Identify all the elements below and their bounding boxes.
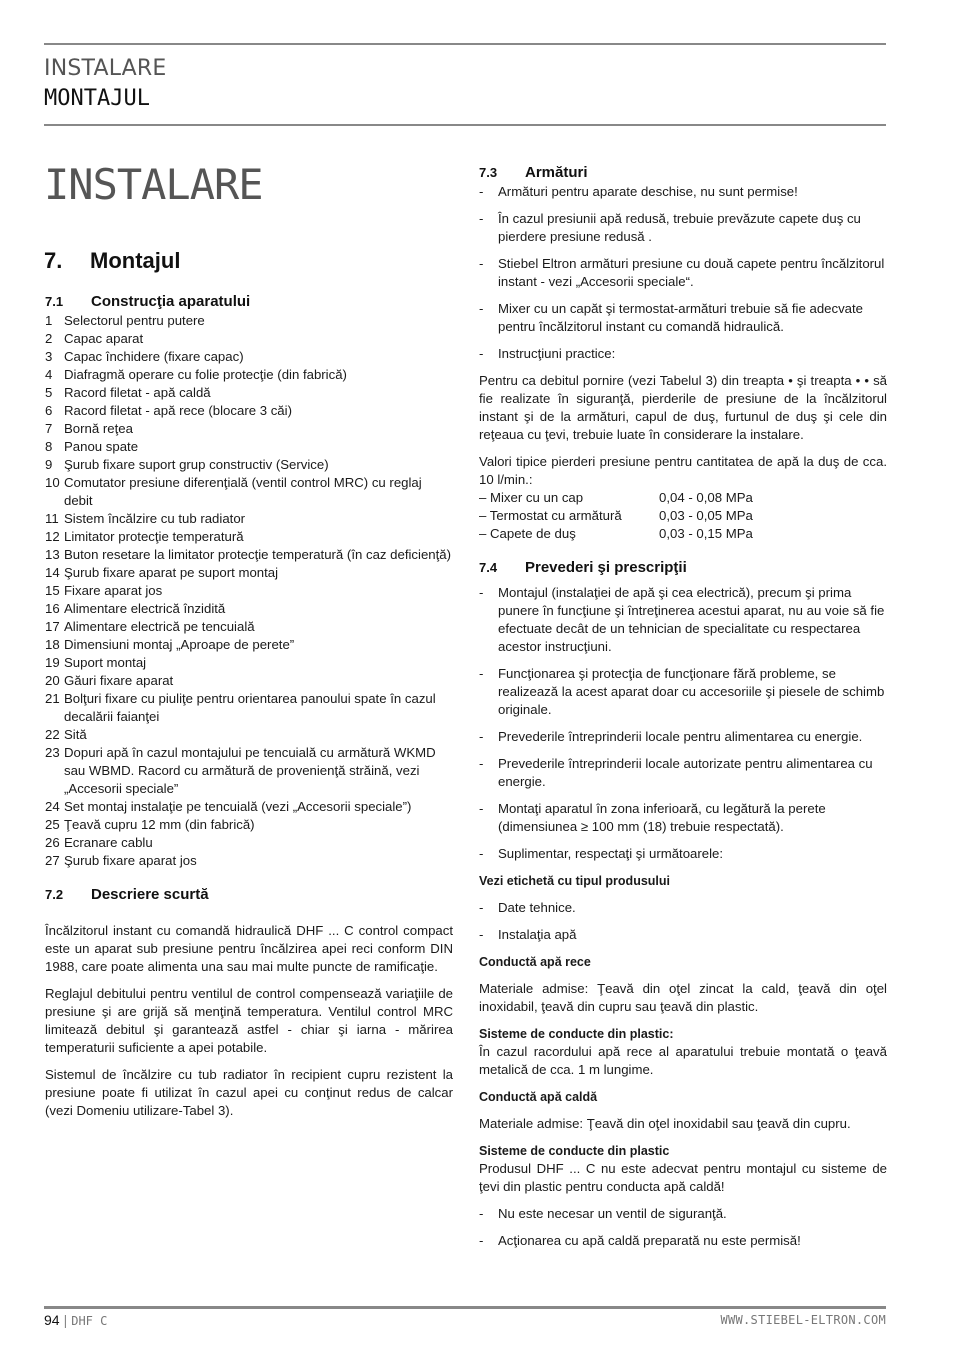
item-number: 25 xyxy=(45,817,60,832)
pressure-loss-table xyxy=(479,489,887,543)
section-number: 7.4 xyxy=(479,560,498,575)
section-7-2-heading xyxy=(45,885,453,905)
parts-list-item xyxy=(45,366,453,384)
parts-list-item xyxy=(45,312,453,330)
footer-separator: | xyxy=(63,1312,68,1328)
item-number: 18 xyxy=(45,637,60,652)
item-text: Găuri fixare aparat xyxy=(64,673,174,688)
parts-list-item xyxy=(45,600,453,618)
subheading: Sisteme de conducte din plastic: xyxy=(479,1027,674,1041)
parts-list-item xyxy=(45,330,453,348)
item-number: 20 xyxy=(45,673,60,688)
item-text: Alimentare electrică pe tencuială xyxy=(64,619,255,634)
pressure-loss-value: 0,04 - 0,08 MPa xyxy=(659,490,753,505)
subheading: Sisteme de conducte din plastic xyxy=(479,1144,670,1158)
bullet-item: - Funcţionarea şi protecţia de funcţionare fără probleme, se realizează la acest aparat doar cu accesoriile şi piesele de schimb originale. xyxy=(479,666,885,717)
item-number: 17 xyxy=(45,619,60,634)
parts-list-item xyxy=(45,438,453,456)
header-subsection: MONTAJUL xyxy=(44,86,150,111)
parts-list xyxy=(45,312,453,870)
item-number: 1 xyxy=(45,313,53,328)
item-number: 10 xyxy=(45,475,60,490)
item-text: Sistem încălzire cu tub radiator xyxy=(64,511,246,526)
item-number: 14 xyxy=(45,565,60,580)
section-7-4-heading xyxy=(479,558,887,578)
section-number: 7.3 xyxy=(479,165,498,180)
bullet-item: - Nu este necesar un ventil de siguranţă. xyxy=(479,1206,727,1221)
item-number: 6 xyxy=(45,403,53,418)
item-text: Ecranare cablu xyxy=(64,835,153,850)
parts-list-item xyxy=(45,726,453,744)
item-text: Sită xyxy=(64,727,87,742)
bullet-item: - Mixer cu un capăt şi termostat-armături trebuie să fie adecvate pentru încălzitorul instant cu comandă hidraulică. xyxy=(479,301,864,334)
bullet-item: - În cazul presiunii apă redusă, trebuie prevăzute capete duş cu pierdere presiune redusă . xyxy=(479,211,861,244)
description-paragraph: Reglajul debitului pentru ventilul de control compensează variaţiile de presiune şi are grijă să menţină temperatura. Ventilul control MRC limitează debitul şi garantează astfel - chiar şi iarna - mărirea temperaturii suficiente a apei potabile. xyxy=(45,986,453,1055)
description-paragraph: Încălzitorul instant cu comandă hidraulică DHF ... C control compact este un aparat sub presiune pentru încălzirea apei reci conform DIN 1988, care poate alimenta una sau mai multe puncte de ramificaţie. xyxy=(45,923,453,974)
plastic-pipe-paragraph: În cazul racordului apă rece al aparatului trebuie montată o ţeavă metalică de cca. 1 m lungime. xyxy=(479,1044,887,1077)
header-rule xyxy=(44,124,886,126)
pressure-loss-value: 0,03 - 0,15 MPa xyxy=(659,526,753,541)
item-number: 19 xyxy=(45,655,60,670)
parts-list-item xyxy=(45,816,453,834)
bullet-item: - Date tehnice. xyxy=(479,900,576,915)
parts-list-item xyxy=(45,834,453,852)
item-text: Buton resetare la limitator protecţie temperatură (în caz deficienţă) xyxy=(64,547,452,562)
item-text: Comutator presiune diferenţială (ventil control MRC) cu reglaj debit xyxy=(64,475,422,508)
item-text: Capac aparat xyxy=(64,331,144,346)
item-number: 15 xyxy=(45,583,60,598)
page-number: 94 xyxy=(44,1312,60,1328)
item-text: Bolţuri fixare cu piuliţe pentru orientarea panoului spate în cazul decalării faianţei xyxy=(64,691,436,724)
section-title: Prevederi şi prescripţii xyxy=(525,559,687,576)
footer-left xyxy=(44,1312,107,1328)
website-url: WWW.STIEBEL-ELTRON.COM xyxy=(720,1313,886,1327)
bullet-item: - Prevederile întreprinderii locale pentru alimentarea cu energie. xyxy=(479,729,863,744)
chapter-heading xyxy=(44,248,180,274)
pressure-loss-row xyxy=(479,507,887,525)
document-code: DHF C xyxy=(71,1314,108,1328)
item-number: 4 xyxy=(45,367,53,382)
parts-list-item xyxy=(45,456,453,474)
item-text: Racord filetat - apă rece (blocare 3 căi) xyxy=(64,403,292,418)
hot-water-paragraph: Materiale admise: Ţeavă din oţel inoxidabil sau ţeavă din cupru. xyxy=(479,1116,851,1131)
item-text: Alimentare electrică înzidită xyxy=(64,601,226,616)
section-title: Armături xyxy=(525,164,588,181)
fitting-name: – Termostat cu armătură xyxy=(479,508,622,523)
item-text: Racord filetat - apă caldă xyxy=(64,385,211,400)
item-number: 3 xyxy=(45,349,53,364)
item-text: Selectorul pentru putere xyxy=(64,313,205,328)
item-text: Set montaj instalaţie pe tencuială (vezi „Accesorii speciale”) xyxy=(64,799,412,814)
parts-list-item xyxy=(45,654,453,672)
item-text: Capac închidere (fixare capac) xyxy=(64,349,244,364)
bullet-item: - Prevederile întreprinderii locale autorizate pentru alimentarea cu energie. xyxy=(479,756,873,789)
section-7-1-heading xyxy=(45,292,453,312)
item-number: 27 xyxy=(45,853,60,868)
bullet-item: - Acţionarea cu apă caldă preparată nu este permisă! xyxy=(479,1233,801,1248)
parts-list-item xyxy=(45,528,453,546)
item-text: Dimensiuni montaj „Aproape de perete” xyxy=(64,637,295,652)
item-text: Bornă reţea xyxy=(64,421,133,436)
top-rule xyxy=(44,43,886,45)
parts-list-item xyxy=(45,402,453,420)
chapter-number: 7. xyxy=(44,248,63,273)
item-text: Şurub fixare aparat pe suport montaj xyxy=(64,565,279,580)
subheading: Conductă apă rece xyxy=(479,955,591,969)
parts-list-item xyxy=(45,348,453,366)
parts-list-item xyxy=(45,636,453,654)
item-text: Diafragmă operare cu folie protecţie (din fabrică) xyxy=(64,367,347,382)
item-text: Şurub fixare suport grup constructiv (Service) xyxy=(64,457,329,472)
item-number: 12 xyxy=(45,529,60,544)
pressure-loss-row xyxy=(479,489,887,507)
item-number: 24 xyxy=(45,799,60,814)
subheading: Vezi etichetă cu tipul produsului xyxy=(479,874,670,888)
section-title: Construcţia aparatului xyxy=(91,293,251,310)
parts-list-item xyxy=(45,564,453,582)
item-number: 26 xyxy=(45,835,60,850)
item-text: Ţeavă cupru 12 mm (din fabrică) xyxy=(64,817,255,832)
parts-list-item xyxy=(45,546,453,564)
item-number: 9 xyxy=(45,457,53,472)
bullet-item: - Montaţi aparatul în zona inferioară, cu legătură la perete (dimensiunea ≥ 100 mm (18) trebuie respectată). xyxy=(479,801,826,834)
parts-list-item xyxy=(45,510,453,528)
item-number: 7 xyxy=(45,421,53,436)
parts-list-item xyxy=(45,384,453,402)
item-number: 11 xyxy=(45,511,59,526)
item-text: Şurub fixare aparat jos xyxy=(64,853,197,868)
section-number: 7.1 xyxy=(45,294,64,309)
item-number: 22 xyxy=(45,727,60,742)
item-number: 13 xyxy=(45,547,60,562)
fitting-name: – Mixer cu un cap xyxy=(479,490,584,505)
section-7-3-heading xyxy=(479,163,887,183)
pressure-loss-row xyxy=(479,525,887,543)
item-number: 16 xyxy=(45,601,60,616)
item-number: 21 xyxy=(45,691,60,706)
bullet-item: - Instalaţia apă xyxy=(479,927,577,942)
bullet-item: - Stiebel Eltron armături presiune cu două capete pentru încălzitorul instant - vezi „Accesorii speciale“. xyxy=(479,256,885,289)
bullet-item: - Montajul (instalaţiei de apă şi cea electrică), precum şi prima punere în funcţiune şi întreţinerea acestui aparat, nu au voie să fie efectuate decât de un tehnician de specialitate cu respectarea acestor instrucţiuni. xyxy=(479,585,885,654)
parts-list-item xyxy=(45,690,453,726)
fittings-paragraph: Pentru ca debitul pornire (vezi Tabelul 3) din treapta • şi treapta • • să fie realizate în siguranţă, pierderile de presiune de la încălzitorul instant şi de la armături, capul de duş, furtunul de duş şi cele din reţeaua cu ţevi, trebuie luate în considerare la instalare. xyxy=(479,373,887,442)
header-section: INSTALARE xyxy=(44,56,167,81)
description-paragraph: Sistemul de încălzire cu tub radiator în recipient cupru rezistent la presiune poate fi utilizat în cazul apei cu conţinut redus de calcar (vezi Domeniu utilizare-Tabel 3). xyxy=(45,1067,453,1118)
section-title: Descriere scurtă xyxy=(91,886,209,903)
parts-list-item xyxy=(45,798,453,816)
cold-water-paragraph: Materiale admise: Ţeavă din oţel zincat la cald, ţeavă din oţel inoxidabil, ţeavă din cupru sau ţeavă din plastic. xyxy=(479,981,887,1014)
parts-list-item xyxy=(45,420,453,438)
parts-list-item xyxy=(45,474,453,510)
fitting-name: – Capete de duş xyxy=(479,526,576,541)
plastic-pipe-paragraph: Produsul DHF ... C nu este adecvat pentru montajul cu sisteme de ţevi din plastic pentru conducta apă caldă! xyxy=(479,1161,887,1194)
right-column xyxy=(479,163,887,1250)
parts-list-item xyxy=(45,672,453,690)
bullet-item: - Suplimentar, respectaţi şi următoarele: xyxy=(479,846,724,861)
pressure-loss-intro: Valori tipice pierderi presiune pentru cantitatea de apă la duş de cca. 10 l/min.: xyxy=(479,454,887,487)
section-number: 7.2 xyxy=(45,887,64,902)
parts-list-item xyxy=(45,618,453,636)
left-column xyxy=(45,292,453,1120)
page-title: INSTALARE xyxy=(44,160,263,209)
item-number: 23 xyxy=(45,745,60,760)
item-text: Panou spate xyxy=(64,439,139,454)
bullet-item: - Instrucţiuni practice: xyxy=(479,346,616,361)
item-number: 2 xyxy=(45,331,53,346)
subheading: Conductă apă caldă xyxy=(479,1090,598,1104)
parts-list-item xyxy=(45,852,453,870)
chapter-title: Montajul xyxy=(90,248,181,273)
footer-rule xyxy=(44,1306,886,1309)
bullet-item: - Armături pentru aparate deschise, nu sunt permise! xyxy=(479,184,798,199)
item-text: Fixare aparat jos xyxy=(64,583,163,598)
pressure-loss-value: 0,03 - 0,05 MPa xyxy=(659,508,753,523)
item-text: Suport montaj xyxy=(64,655,147,670)
parts-list-item xyxy=(45,582,453,600)
item-text: Limitator protecţie temperatură xyxy=(64,529,244,544)
item-number: 8 xyxy=(45,439,53,454)
item-text: Dopuri apă în cazul montajului pe tencuială cu armătură WKMD sau WBMD. Racord cu armătură de provenienţă străină, vezi „Accesorii speciale” xyxy=(64,745,436,796)
parts-list-item xyxy=(45,744,453,798)
item-number: 5 xyxy=(45,385,53,400)
